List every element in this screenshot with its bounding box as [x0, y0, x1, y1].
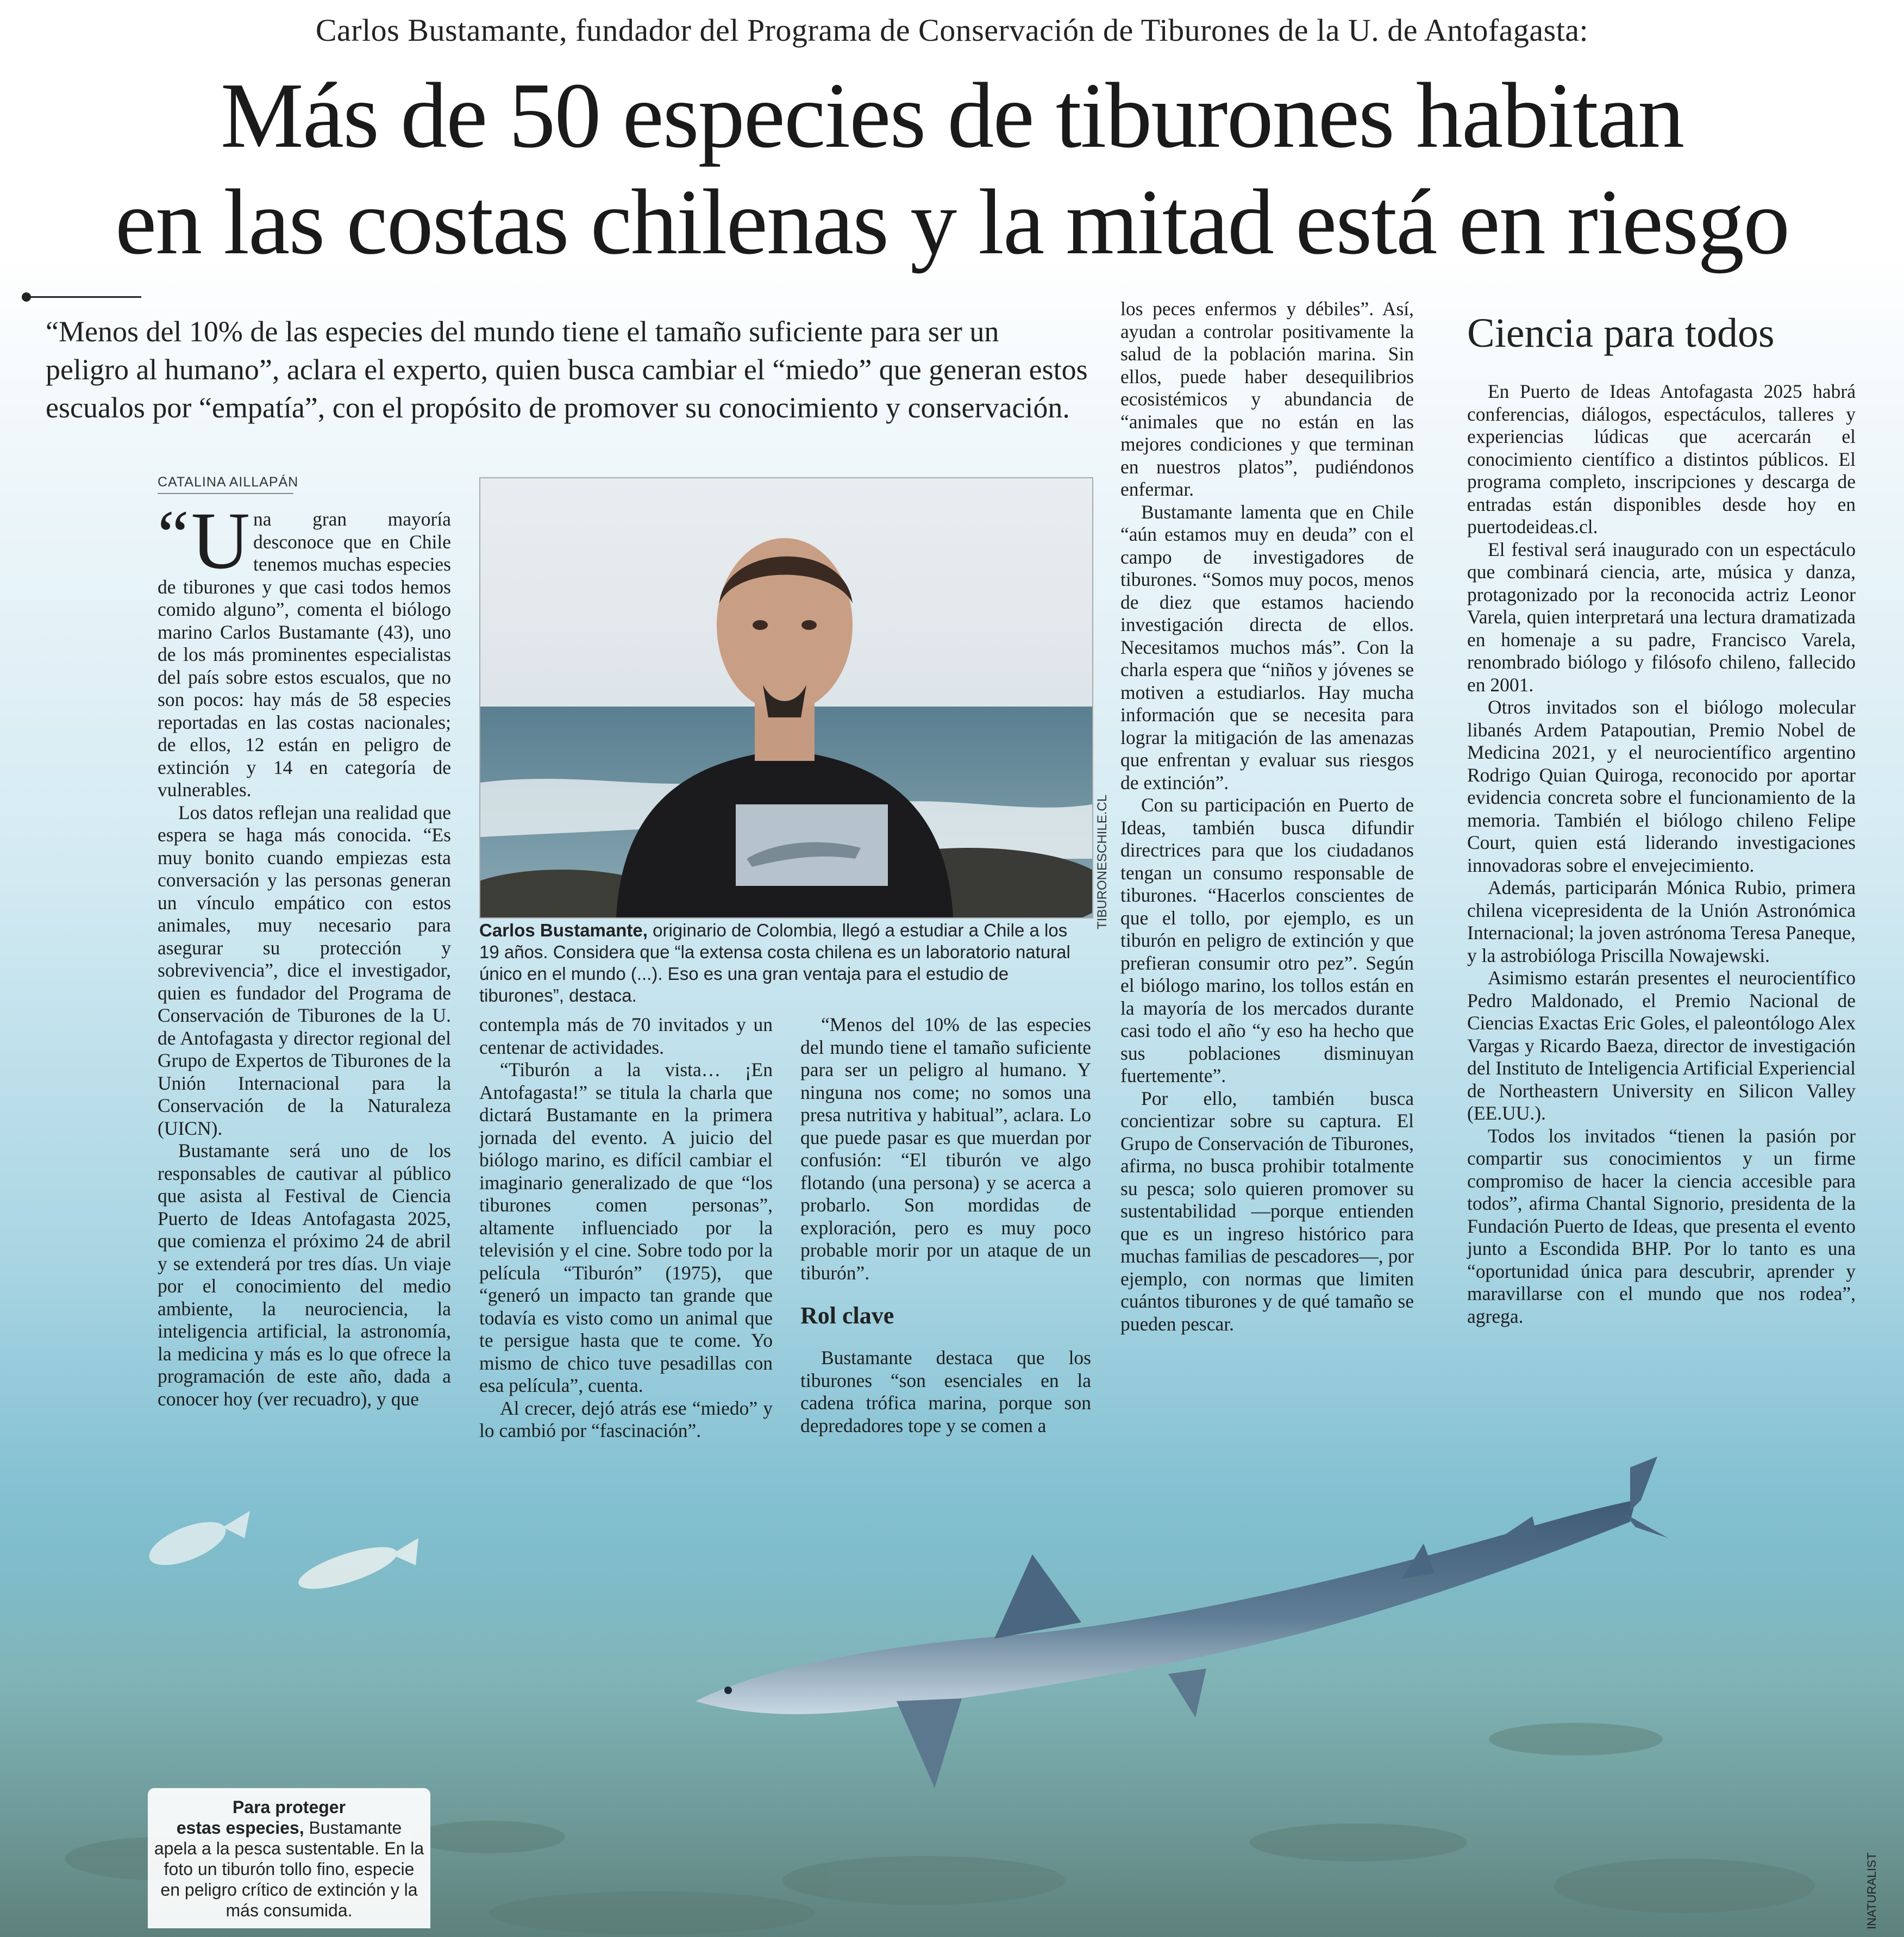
- byline: CATALINA AILLAPÁN: [158, 474, 299, 490]
- deck-bullet: [22, 292, 31, 302]
- headline-line-1: Más de 50 especies de tiburones habitan: [220, 64, 1684, 167]
- portrait-photo: [479, 477, 1093, 918]
- paragraph: Asimismo estarán presentes el neurocientífico Pedro Maldonado, el Premio Nacional de Ciencias Exactas Eric Goles, el paleontólogo Alex Vargas y Ricardo Baeza, director de investigación del Instituto de Inteligencia Artificial Experiencial de Northeastern University en Silicon Valley (EE.UU.).: [1467, 967, 1856, 1124]
- paragraph: Por ello, también busca concientizar sobre su captura. El Grupo de Conservación de Tiburones, afirma, no busca prohibir totalmente su pesca; solo quieren promover su sustentabilidad —porque entienden que es un ingreso histórico para muchas familias de pescadores—, por ejemplo, con normas que limiten cuántos tiburones y de qué tamaño se pueden pescar.: [1120, 1087, 1414, 1335]
- photo-credit: TIBURONESCHILE.CL: [1095, 794, 1110, 929]
- photo-caption: [479, 920, 1091, 1007]
- caption-text: Bustamante apela a la pesca sustentable. En la foto un tiburón tollo fino, especie en peligro crítico de extinción y la más consumida.: [154, 1818, 424, 1920]
- body-column-3b: [800, 1347, 1091, 1437]
- body-column-3: [800, 1014, 1091, 1284]
- paragraph: contempla más de 70 invitados y un centenar de actividades.: [479, 1014, 773, 1058]
- paragraph: Además, participarán Mónica Rubio, primera chilena vicepresidenta de la Unión Astronómica Internacional; la joven astrónoma Teresa Paneque, y la astrobióloga Priscilla Nowajewski.: [1467, 877, 1856, 966]
- caption-bold: Carlos Bustamante,: [479, 920, 648, 940]
- headline: [0, 63, 1904, 276]
- paragraph: Con su participación en Puerto de Ideas, también busca difundir directrices para que los ciudadanos tengan un consumo responsable de tiburones. “Hacerlos conscientes de que el tollo, por ejemplo, es un tiburón en peligro de extinción y que prefieran consumir otro pez”. Según el biólogo marino, los tollos están en la mayoría de los mercados durante casi todo el año “y eso ha hecho que sus poblaciones disminuyan fuertemente”.: [1120, 794, 1414, 1086]
- headline-line-2: en las costas chilenas y la mitad está en riesgo: [115, 171, 1789, 274]
- paragraph: Bustamante será uno de los responsables de cautivar al público que asista al Festival de Ciencia Puerto de Ideas Antofagasta 2025, que comienza el próximo 24 de abril y se extenderá por tres días. Un viaje por el conocimiento del medio ambiente, la neurociencia, la inteligencia artificial, la astronomía, la medicina y más es lo que ofrece la programación de este año, dada a conocer hoy (ver recuadro), y que: [158, 1140, 451, 1410]
- body-column-4: [1120, 298, 1414, 1335]
- sidebar-title: Ciencia para todos: [1467, 310, 1775, 356]
- body-column-1: [158, 496, 451, 1410]
- caption-text: originario de Colombia, llegó a estudiar a Chile a los 19 años. Considera que “la extensa costa chilena es un laboratorio natural único en el mundo (...). Eso es una gran ventaja para el estudio de tiburones”, destaca.: [479, 920, 1070, 1005]
- paragraph: En Puerto de Ideas Antofagasta 2025 habrá conferencias, diálogos, espectáculos, talleres y experiencias lúdicas que acercarán el conocimiento científico a distintos públicos. El programa completo, inscripciones y descarga de entradas están disponibles desde hoy en puertodeideas.cl.: [1467, 380, 1856, 538]
- paragraph: Bustamante destaca que los tiburones “son esenciales en la cadena trófica marina, porque son depredadores tope y se comen a: [800, 1347, 1091, 1436]
- subhead: Rol clave: [800, 1302, 894, 1329]
- paragraph: Todos los invitados “tienen la pasión por compartir sus conocimientos y un firme compromiso de hacer la ciencia accesible para todos”, afirma Chantal Signorio, presidenta de la Fundación Puerto de Ideas, que presenta el evento junto a Escondida BHP. Por lo tanto es una “oportunidad única para descubrir, aprender y maravillarse con el mundo que nos rodea”, agrega.: [1467, 1124, 1856, 1327]
- portrait-illustration: [480, 478, 1092, 917]
- body-column-2: [479, 1014, 773, 1442]
- dropcap-quote: “: [158, 496, 189, 574]
- bottom-photo-credit: INATURALIST: [1865, 1852, 1878, 1929]
- kicker: Carlos Bustamante, fundador del Programa de Conservación de Tiburones de la U. de Antofagasta:: [315, 13, 1589, 48]
- sidebar-body: [1467, 380, 1856, 1328]
- paragraph: los peces enfermos y débiles”. Así, ayudan a controlar positivamente la salud de la población marina. Sin ellos, puede haber desequilibrios ecosistémicos y abundancia de “animales que no están en las mejores condiciones y que terminan en nuestros platos”, pudiéndonos enfermar.: [1120, 298, 1414, 500]
- deck: “Menos del 10% de las especies del mundo tiene el tamaño suficiente para ser un peligro al humano”, aclara el experto, quien busca cambiar el “miedo” que generan estos escualos por “empatía”, con el propósito de promover su conocimiento y conservación.: [46, 315, 1088, 424]
- paragraph: Los datos reflejan una realidad que espera se haga más conocida. “Es muy bonito cuando empiezas esta conversación y las personas generan un vínculo empático con estos animales, muy necesario para asegurar su protección y sobrevivencia”, dice el investigador, quien es fundador del Programa de Conservación de Tiburones de la U. de Antofagasta y director regional del Grupo de Expertos de Tiburones de la Unión Internacional para la Conservación de la Naturaleza (UICN).: [158, 801, 451, 1139]
- caption-bold-1: Para proteger: [232, 1797, 346, 1817]
- byline-rule: [158, 493, 293, 494]
- paragraph: Al crecer, dejó atrás ese “miedo” y lo cambió por “fascinación”.: [479, 1397, 773, 1441]
- bottom-photo-caption: [148, 1788, 430, 1928]
- deck-rule: [25, 296, 141, 298]
- paragraph: “Menos del 10% de las especies del mundo tiene el tamaño suficiente para ser un peligro al humano. Y ninguna nos come; no somos una presa nutritiva y habitual”, aclara. Lo que puede pasar es que muerdan por confusión: “El tiburón ve algo flotando (una persona) y se acerca a probarlo. Son mordidas de exploración, pero es muy poco probable morir por un ataque de un tiburón”.: [800, 1014, 1091, 1284]
- dropcap-letter: U: [191, 496, 250, 586]
- paragraph: [158, 496, 451, 802]
- paragraph: Bustamante lamenta que en Chile “aún estamos muy en deuda” con el campo de investigadores de tiburones. “Somos muy pocos, menos de diez que estamos haciendo investigación directa de ellos. Necesitamos muchos más”. Con la charla espera que “niños y jóvenes se motiven a estudiarlos. Hay mucha información que se necesita para lograr la mitigación de las amenazas que enfrentan y evaluar sus riesgos de extinción”.: [1120, 501, 1414, 793]
- paragraph-text: na gran mayoría desconoce que en Chile tenemos muchas especies de tiburones y que casi todos hemos comido alguno”, comenta el biólogo marino Carlos Bustamante (43), uno de los más prominentes especialistas del país sobre estos escualos, que no son pocos: hay más de 58 especies reportadas en las costas nacionales; de ellos, 12 están en peligro de extinción y 14 en categoría de vulnerables.: [158, 508, 451, 801]
- paragraph: Otros invitados son el biólogo molecular libanés Ardem Patapoutian, Premio Nobel de Medicina 2021, y el neurocientífico argentino Rodrigo Quian Quiroga, reconocido por aportar evidencia concreta sobre el funcionamiento de la memoria. También el biólogo chileno Felipe Court, quien está liderando investigaciones innovadoras sobre el envejecimiento.: [1467, 696, 1856, 876]
- dropcap: [158, 496, 250, 586]
- paragraph: El festival será inaugurado con un espectáculo que combinará ciencia, arte, música y danza, protagonizado por la reconocida actriz Leonor Varela, quien interpretará una lectura dramatizada en homenaje a su padre, Francisco Varela, renombrado biólogo y filósofo chileno, fallecido en 2001.: [1467, 538, 1856, 696]
- paragraph: “Tiburón a la vista… ¡En Antofagasta!” se titula la charla que dictará Bustamante en la primera jornada del evento. A juicio del biólogo marino, es difícil cambiar el imaginario generalizado de que “los tiburones comen personas”, altamente influenciado por la televisión y el cine. Sobre todo por la película “Tiburón” (1975), que “generó un impacto tan grande que todavía es visto como un animal que te persigue hasta que te come. Yo mismo de chico tuve pesadillas con esa película”, cuenta.: [479, 1059, 773, 1396]
- caption-bold-2: estas especies,: [176, 1818, 304, 1838]
